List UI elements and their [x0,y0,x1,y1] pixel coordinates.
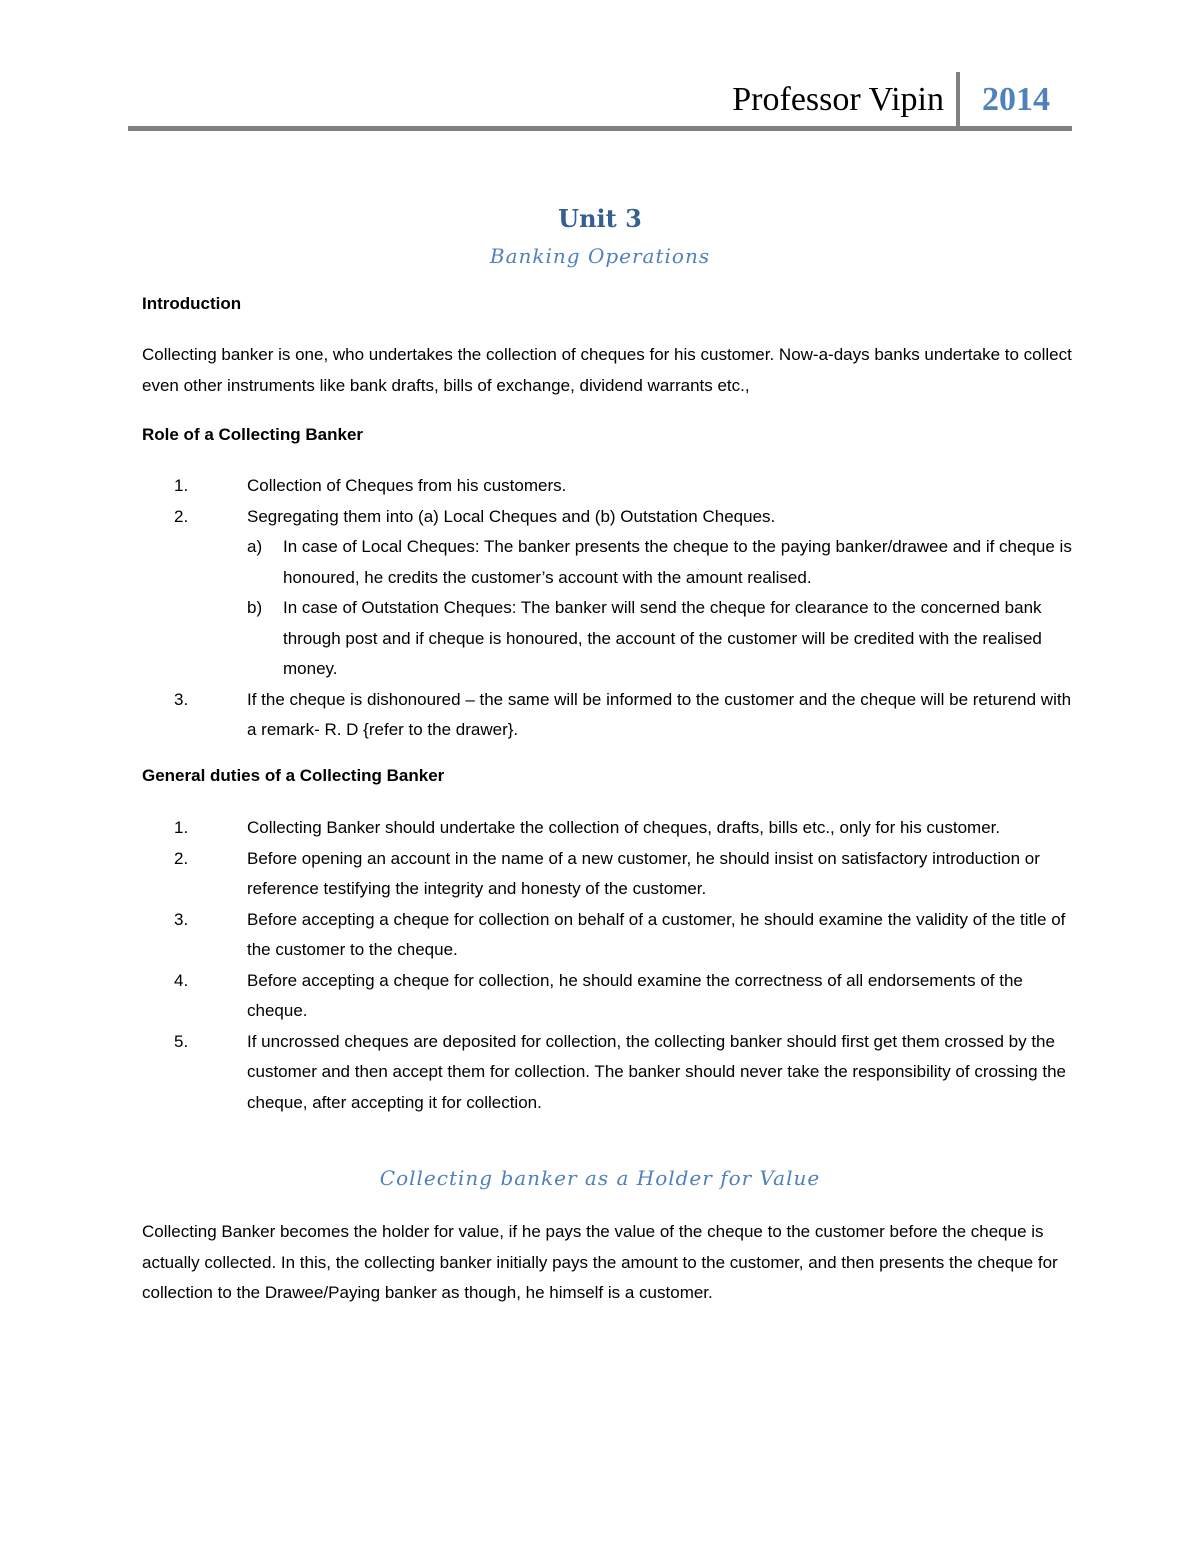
role-heading: Role of a Collecting Banker [142,425,364,444]
list-number: 1. [174,476,189,495]
list-text: Segregating them into (a) Local Cheques and (b) Outstation Cheques. [247,506,776,526]
list-number: 2. [174,506,189,526]
role-list [142,471,1072,746]
list-text: Collecting Banker should undertake the collection of cheques, drafts, bills etc., only for his customer. [247,818,1001,837]
list-item [142,1027,1072,1119]
list-item [142,471,1072,502]
list-item [142,502,1072,685]
list-text: If the cheque is dishonoured – the same will be informed to the customer and the cheque will be returend with a remark- R. D {refer to the drawer}. [247,689,1072,739]
sublist-text: In case of Outstation Cheques: The banker will send the cheque for clearance to the concerned bank through post and if cheque is honoured, the account of the customer will be credited with the realised money. [283,598,1042,678]
list-item [142,685,1072,746]
list-number: 4. [174,970,189,990]
list-text: If uncrossed cheques are deposited for collection, the collecting banker should first get them crossed by the customer and then accept them for collection. The banker should never take the responsibility of crossing the cheque, after accepting it for collection. [247,1031,1066,1112]
document-subtitle: Banking Operations [489,244,711,268]
header-author: Professor Vipin [732,81,944,118]
header-year: 2014 [982,81,1050,118]
header-rule [128,126,1072,131]
document-title: Unit 3 [558,204,642,233]
sublist-item [247,593,1072,685]
holder-paragraph: Collecting Banker becomes the holder for value, if he pays the value of the cheque to the customer before the cheque is actually collected. In this, the collecting banker initially pays the amount to the customer, and then presents the cheque for collection to the Drawee/Paying banker as though, he himself is a customer. [142,1222,1058,1302]
list-item [142,905,1072,966]
list-text: Before accepting a cheque for collection, he should examine the correctness of all endorsements of the cheque. [247,970,1023,1020]
list-item [142,844,1072,905]
list-number: 1. [174,818,189,837]
duties-list [142,813,1072,1118]
list-number: 2. [174,848,189,868]
list-item [142,813,1072,844]
list-number: 3. [174,689,189,709]
list-text: Collection of Cheques from his customers. [247,476,567,495]
list-text: Before opening an account in the name of a new customer, he should insist on satisfactory introduction or reference testifying the integrity and honesty of the customer. [247,848,1040,898]
sublist-item [247,532,1072,593]
list-number: 5. [174,1031,189,1051]
sublist-letter: b) [247,598,263,617]
list-item [142,966,1072,1027]
page-header [128,76,1072,132]
list-text: Before accepting a cheque for collection on behalf of a customer, he should examine the validity of the title of the customer to the cheque. [247,909,1066,959]
introduction-paragraph: Collecting banker is one, who undertakes the collection of cheques for his customer. Now-a-days banks undertake to collect even other instruments like bank drafts, bills of exchange, dividend warrants etc., [142,345,1072,395]
sublist-text: In case of Local Cheques: The banker presents the cheque to the paying banker/drawee and if cheque is honoured, he credits the customer’s account with the amount realised. [283,537,1072,587]
holder-section-title: Collecting banker as a Holder for Value [379,1166,821,1190]
introduction-heading: Introduction [142,294,242,313]
header-divider [956,72,960,128]
role-sublist [247,532,1072,685]
list-number: 3. [174,909,189,929]
duties-heading: General duties of a Collecting Banker [142,766,445,785]
sublist-letter: a) [247,537,263,556]
